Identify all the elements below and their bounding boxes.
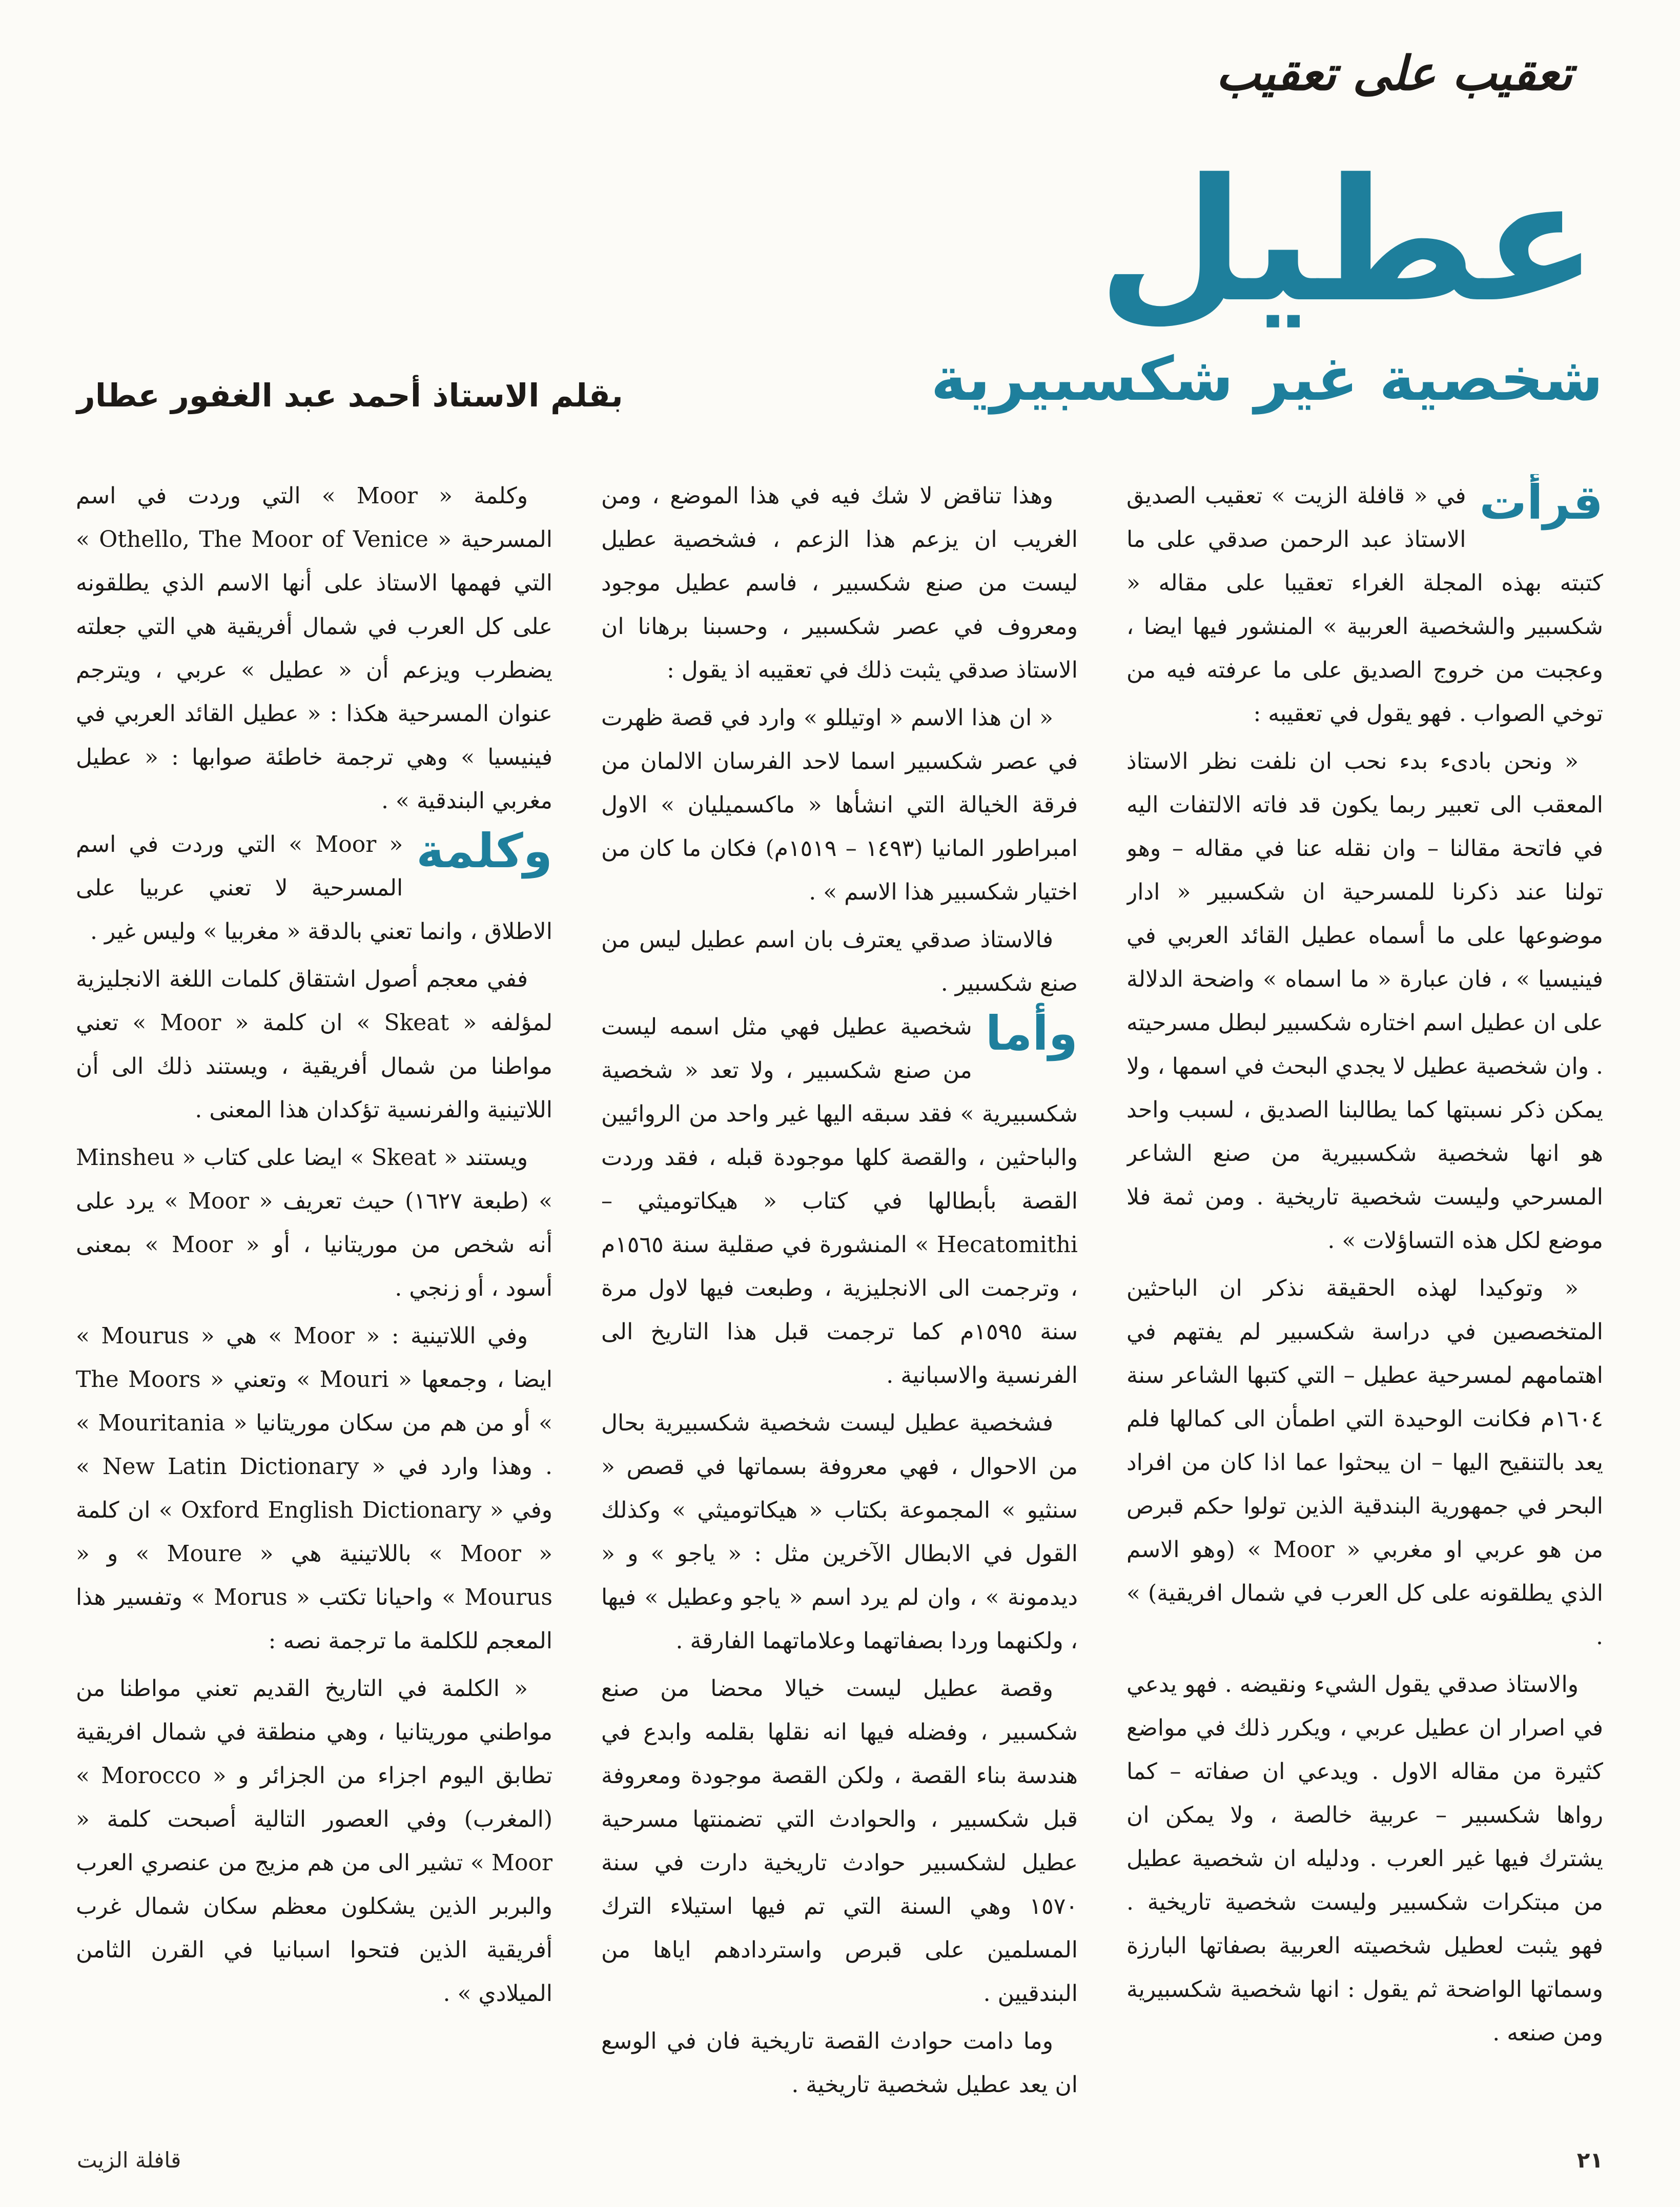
lead-word: قرأت: [1479, 475, 1603, 530]
author-byline: بقلم الاستاذ أحمد عبد الغفور عطار: [77, 377, 623, 414]
paragraph: « ونحن بادىء بدء نحب ان نلفت نظر الاستاذ المعقب الى تعبير ربما يكون قد فاته الالتفات اليه في فاتحة مقالنا – وان نقله عنا في مقاله – وهو تولنا عند ذكرنا للمسرحية ان شكسبير « ادار موضوعها على ما أسماه عطيل القائد العربي في فينيسيا » ، فان عبارة « ما اسماه » واضحة الدلالة على ان عطيل اسم اختاره شكسبير لبطل مسرحيته . وان شخصية عطيل لا يجدي البحث في اسمها ، ولا يمكن ذكر نسبتها كما يطالبنا الصديق ، لسبب واحد هو انها شخصية شكسبيرية من صنع الشاعر المسرحي وليست شخصية تاريخية . ومن ثمة فلا موضع لكل هذه التساؤلات » .: [1126, 748, 1603, 1254]
paragraph: وكلمة « Moor » التي وردت في اسم المسرحية « Othello, The Moor of Venice » التي فهمها الاستاذ على أنها الاسم الذي يطلقونه على كل العرب في شمال أفريقية هي التي جعلته يضطرب ويزعم أن « عطيل » عربي ، ويترجم عنوان المسرحية هكذا : « عطيل القائد العربي في فينيسيا » وهي ترجمة خاطئة صوابها : « عطيل مغربي البندقية » .: [76, 483, 552, 814]
paragraph: فشخصية عطيل ليست شخصية شكسبيرية بحال من الاحوال ، فهي معروفة بسماتها في قصص « سنثيو » المجموعة بكتاب « هيكاتوميثي » وكذلك القول في الابطال الآخرين مثل : « ياجو » و « ديدمونة » ، وان لم يرد اسم « ياجو وعطيل » فيها ، ولكنهما وردا بصفاتهما وعلاماتهما الفارقة .: [601, 1410, 1078, 1654]
text-column-2: [601, 474, 1078, 2124]
paragraph: ويستند « Skeat » ايضا على كتاب « Minsheu » (طبعة ١٦٢٧) حيث تعريف « Moor » يرد على أنه شخص من موريتانيا ، أو « Moor » بمعنى أسود ، أو زنجي .: [76, 1145, 552, 1301]
lead-word: وكلمة: [416, 824, 552, 878]
paragraph: وقصة عطيل ليست خيالا محضا من صنع شكسبير ، وفضله فيها انه نقلها بقلمه وابدع في هندسة بناء القصة ، ولكن القصة موجودة ومعروفة قبل شكسبير ، والحوادث التي تضمنتها مسرحية عطيل لشكسبير حوادث تاريخية دارت في سنة ١٥٧٠ وهي السنة التي تم فيها استيلاء الترك المسلمين على قبرص واستردادهم اياها من البندقيين .: [601, 1675, 1078, 2007]
article-title: عطيل: [1097, 142, 1598, 339]
page-number: ٢١: [1576, 2148, 1603, 2173]
page-footer: [0, 2148, 1680, 2178]
section-kicker: تعقيب على تعقيب: [1216, 46, 1572, 101]
lead-word: وأما: [985, 1006, 1078, 1061]
paragraph: شخصية عطيل فهي مثل اسمه ليست من صنع شكسبير ، ولا تعد « شخصية شكسبيرية » فقد سبقه اليها غير واحد من الروائيين والباحثين ، والقصة كلها موجودة قبله ، فقد وردت القصة بأبطالها في كتاب « هيكاتوميثي – Hecatomithi » المنشورة في صقلية سنة ١٥٦٥م ، وترجمت الى الانجليزية ، وطبعت فيها لاول مرة سنة ١٥٩٥م كما ترجمت قبل هذا التاريخ الى الفرنسية والاسبانية .: [601, 1014, 1078, 1388]
paragraph: ففي معجم أصول اشتقاق كلمات اللغة الانجليزية لمؤلفه « Skeat » ان كلمة « Moor » تعني مواطنا من شمال أفريقية ، ويستند ذلك الى أن اللاتينية والفرنسية تؤكدان هذا المعنى .: [76, 966, 552, 1123]
magazine-name: قافلة الزيت: [77, 2148, 181, 2173]
paragraph: « Moor » التي وردت في اسم المسرحية لا تعني عربيا على الاطلاق ، وانما تعني بالدقة « مغربيا » وليس غير .: [76, 831, 552, 945]
paragraph: فالاستاذ صدقي يعترف بان اسم عطيل ليس من صنع شكسبير .: [601, 927, 1078, 996]
paragraph: وهذا تناقض لا شك فيه في هذا الموضع ، ومن الغريب ان يزعم هذا الزعم ، فشخصية عطيل ليست من صنع شكسبير ، فاسم عطيل موجود ومعروف في عصر شكسبير ، وحسبنا برهانا ان الاستاذ صدقي يثبت ذلك في تعقيبه اذ يقول :: [601, 483, 1078, 683]
article-subtitle: شخصية غير شكسبيرية: [931, 343, 1603, 414]
paragraph: « ان هذا الاسم « اوتيللو » وارد في قصة ظهرت في عصر شكسبير اسما لاحد الفرسان الالمان من فرقة الخيالة التي انشأها « ماكسميليان » الاول امبراطور المانيا (١٤٩٣ – ١٥١٩م) فكان ما كان من اختيار شكسبير هذا الاسم » .: [601, 705, 1078, 905]
paragraph: في « قافلة الزيت » تعقيب الصديق الاستاذ عبد الرحمن صدقي على ما كتبته بهذه المجلة الغراء تعقيبا على مقاله « شكسبير والشخصية العربية » المنشور فيها ايضا ، وعجبت من خروج الصديق على ما عرفته فيه من توخي الصواب . فهو يقول في تعقيبه :: [1126, 483, 1603, 727]
paragraph: وفي اللاتينية : « Moor » هي « Mourus » ايضا ، وجمعها « Mouri » وتعني « The Moors » أو من هم من سكان موريتانيا « Mouritania » . وهذا وارد في « New Latin Dictionary » وفي « Oxford English Dictionary » ان كلمة « Moor » باللاتينية هي « Moure » و « Mourus » واحيانا تكتب « Morus » وتفسير هذا المعجم للكلمة ما ترجمة نصه :: [76, 1323, 552, 1654]
paragraph: « وتوكيدا لهذه الحقيقة نذكر ان الباحثين المتخصصين في دراسة شكسبير لم يفتهم في اهتمامهم لمسرحية عطيل – التي كتبها الشاعر سنة ١٦٠٤م فكانت الوحيدة التي اطمأن الى كمالها فلم يعد بالتنقيح اليها – ان يبحثوا عما اذا كان من افراد البحر في جمهورية البندقية الذين تولوا حكم قبرص من هو عربي او مغربي « Moor » (وهو الاسم الذي يطلقونه على كل العرب في شمال افريقية) » .: [1126, 1275, 1603, 1650]
paragraph: وما دامت حوادث القصة تاريخية فان في الوسع ان يعد عطيل شخصية تاريخية .: [601, 2028, 1078, 2098]
paragraph: والاستاذ صدقي يقول الشيء ونقيضه . فهو يدعي في اصرار ان عطيل عربي ، ويكرر ذلك في مواضع كثيرة من مقاله الاول . ويدعي ان صفاته – كما رواها شكسبير – عربية خالصة ، ولا يمكن ان يشترك فيها غير العرب . ودليله ان شخصية عطيل من مبتكرات شكسبير وليست شخصية تاريخية . فهو يثبت لعطيل شخصيته العربية بصفاتها البارزة وسماتها الواضحة ثم يقول : انها شخصية شكسبيرية ومن صنعه .: [1126, 1671, 1603, 2046]
text-column-3: [76, 474, 552, 2124]
text-column-1: [1126, 474, 1603, 2124]
paragraph: « الكلمة في التاريخ القديم تعني مواطنا من مواطني موريتانيا ، وهي منطقة في شمال افريقية تطابق اليوم اجزاء من الجزائر و « Morocco » (المغرب) وفي العصور التالية أصبحت كلمة « Moor » تشير الى من هم مزيج من عنصري العرب والبربر الذين يشكلون معظم سكان شمال غرب أفريقية الذين فتحوا اسبانيا في القرن الثامن الميلادي » .: [76, 1675, 552, 2007]
